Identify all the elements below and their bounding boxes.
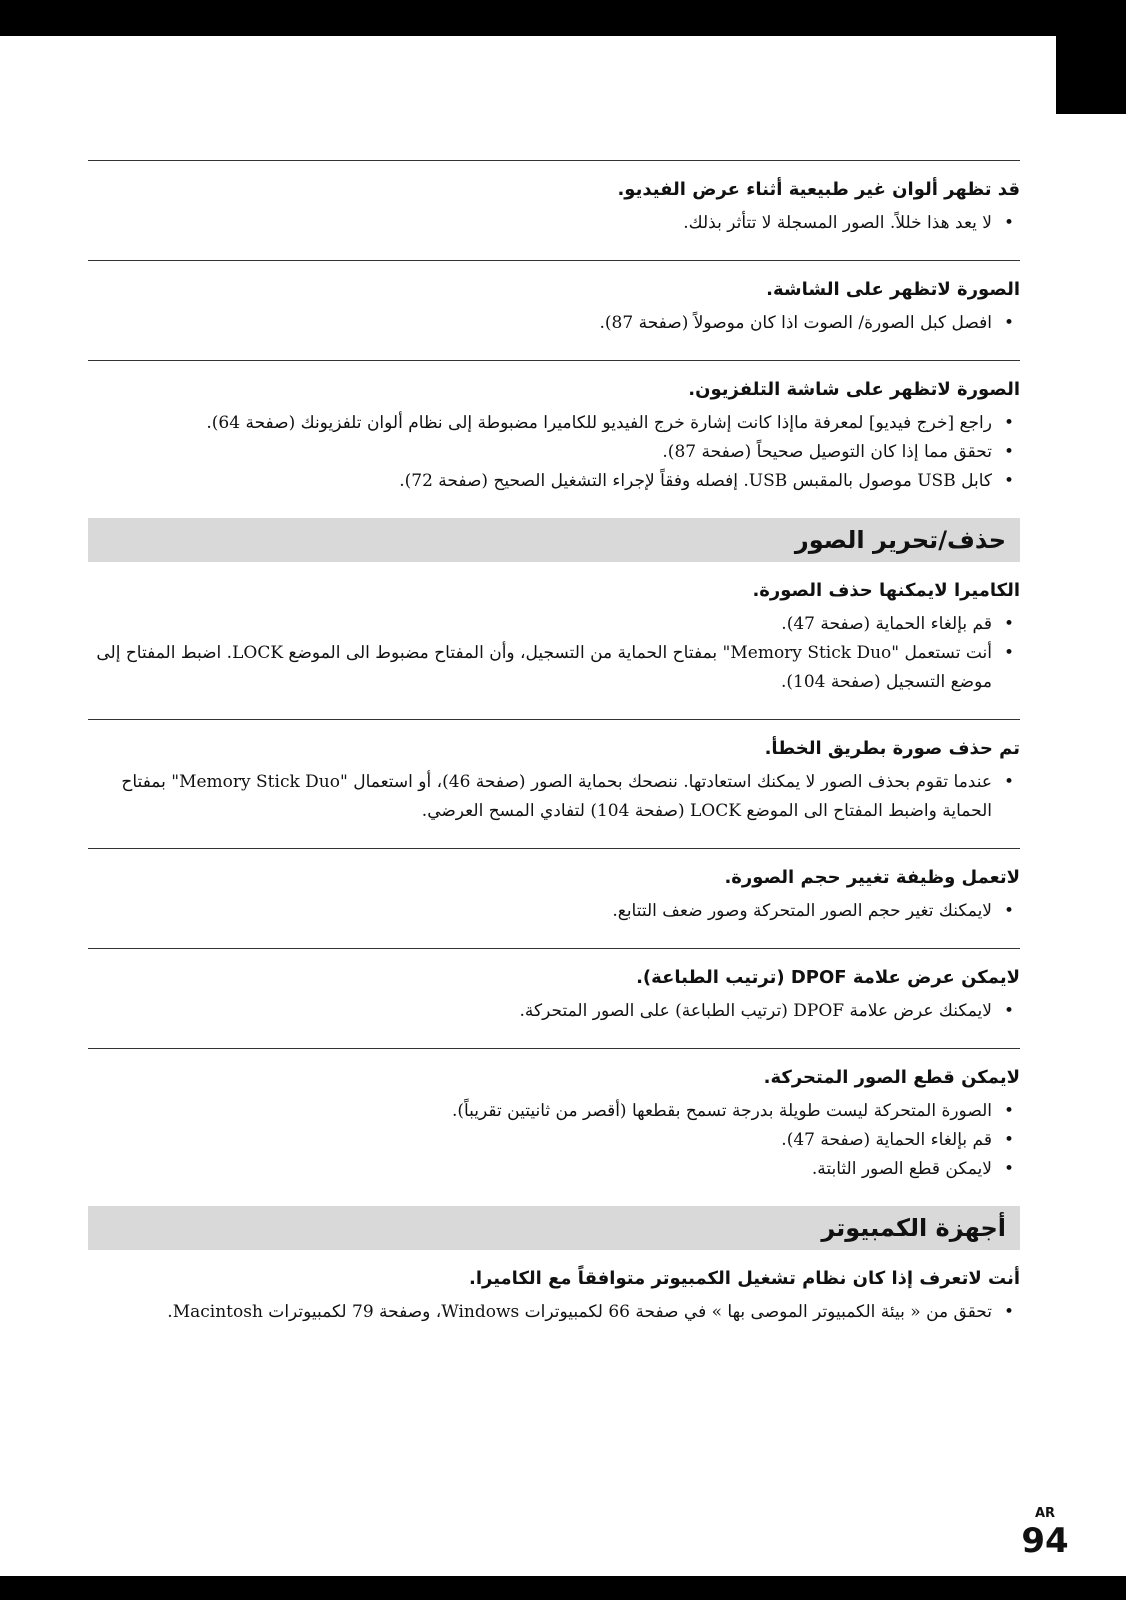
- list-item: • عندما تقوم بحذف الصور لا يمكنك استعادتها. ننصحك بحماية الصور (صفحة 46)، أو استعمال "Memory Stick Duo" بمفتاح الحماية واضبط المفتاح الى الموضع LOCK (صفحة 104) لتفادي المسح العرضي.: [88, 768, 1020, 826]
- section-heading: أجهزة الكمبيوتر: [821, 1214, 1006, 1242]
- block-title: الصورة لاتظهر على الشاشة.: [766, 279, 1020, 300]
- block-title: لاتعمل وظيفة تغيير حجم الصورة.: [724, 867, 1020, 888]
- bullet-list: [88, 610, 1020, 697]
- language-code: AR: [1034, 1506, 1056, 1521]
- bullet-list: [88, 997, 1020, 1026]
- top-black-bar: [0, 0, 1126, 36]
- bullet-list: [88, 897, 1020, 926]
- list-item: • تحقق مما إذا كان التوصيل صحيحاً (صفحة 87).: [88, 438, 1020, 467]
- list-item: • قم بإلغاء الحماية (صفحة 47).: [88, 1126, 1020, 1155]
- block-title: أنت لاتعرف إذا كان نظام تشغيل الكمبيوتر متوافقاً مع الكاميرا.: [468, 1268, 1020, 1289]
- trouble-block: [88, 562, 1020, 697]
- block-title: تم حذف صورة بطريق الخطأ.: [764, 738, 1020, 759]
- list-item: • لايمكن قطع الصور الثابتة.: [88, 1155, 1020, 1184]
- list-item: • تحقق من « بيئة الكمبيوتر الموصى بها » في صفحة 66 لكمبيوترات Windows، وصفحة 79 لكمبيوترات Macintosh.: [88, 1298, 1020, 1327]
- list-item: • لا يعد هذا خللاً. الصور المسجلة لا تتأثر بذلك.: [88, 209, 1020, 238]
- trouble-block: [88, 720, 1020, 826]
- trouble-block: [88, 1250, 1020, 1327]
- list-item: • راجع [خرج فيديو] لمعرفة ماإذا كانت إشارة خرج الفيديو للكاميرا مضبوطة إلى نظام ألوان تلفزيونك (صفحة 64).: [88, 409, 1020, 438]
- list-item: • افصل كبل الصورة/ الصوت اذا كان موصولاً (صفحة 87).: [88, 309, 1020, 338]
- trouble-block: [88, 1049, 1020, 1184]
- section-heading-band: [88, 1206, 1020, 1250]
- bottom-black-bar: [0, 1576, 1126, 1600]
- block-title: لايمكن عرض علامة DPOF (ترتيب الطباعة).: [636, 967, 1020, 988]
- list-item: • لايمكنك عرض علامة DPOF (ترتيب الطباعة) على الصور المتحركة.: [88, 997, 1020, 1026]
- section-heading-band: [88, 518, 1020, 562]
- trouble-block: [88, 361, 1020, 496]
- page-number: 94: [1021, 1521, 1069, 1561]
- trouble-block: [88, 849, 1020, 926]
- block-title: الكاميرا لايمكنها حذف الصورة.: [752, 580, 1020, 601]
- trouble-block: [88, 161, 1020, 238]
- section-heading: حذف/تحرير الصور: [794, 526, 1006, 554]
- block-title: الصورة لاتظهر على شاشة التلفزيون.: [688, 379, 1020, 400]
- trouble-block: [88, 261, 1020, 338]
- bullet-list: [88, 309, 1020, 338]
- block-title: لايمكن قطع الصور المتحركة.: [763, 1067, 1020, 1088]
- bullet-list: [88, 1097, 1020, 1184]
- list-item: • قم بإلغاء الحماية (صفحة 47).: [88, 610, 1020, 639]
- section-thumb-tab: [1056, 36, 1126, 114]
- trouble-block: [88, 949, 1020, 1026]
- list-item: • كابل USB موصول بالمقبس USB. إفصله وفقاً لإجراء التشغيل الصحيح (صفحة 72).: [88, 467, 1020, 496]
- bullet-list: [88, 409, 1020, 496]
- bullet-list: [88, 1298, 1020, 1327]
- page-content: [88, 160, 1020, 1349]
- bullet-list: [88, 209, 1020, 238]
- bullet-list: [88, 768, 1020, 826]
- list-item: • لايمكنك تغير حجم الصور المتحركة وصور ضعف التتابع.: [88, 897, 1020, 926]
- list-item: • أنت تستعمل "Memory Stick Duo" بمفتاح الحماية من التسجيل، وأن المفتاح مضبوط الى الموضع LOCK. اضبط المفتاح إلى موضع التسجيل (صفحة 104).: [88, 639, 1020, 697]
- page-footer: [1000, 1506, 1090, 1560]
- block-title: قد تظهر ألوان غير طبيعية أثناء عرض الفيديو.: [617, 179, 1020, 200]
- list-item: • الصورة المتحركة ليست طويلة بدرجة تسمح بقطعها (أقصر من ثانيتين تقريباً).: [88, 1097, 1020, 1126]
